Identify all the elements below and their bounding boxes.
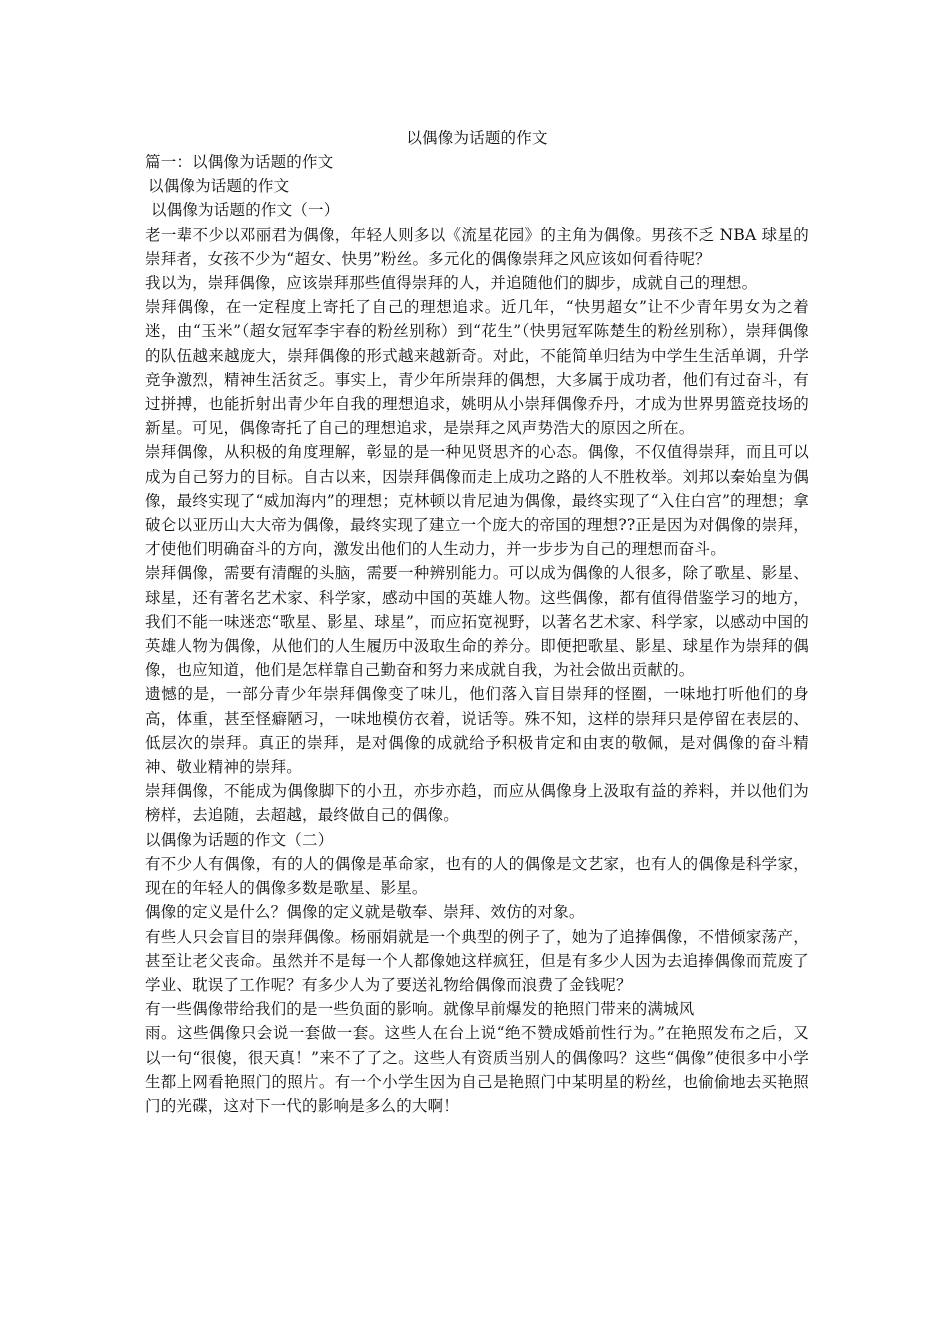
paragraph: 我以为，崇拜偶像，应该崇拜那些值得崇拜的人，并追随他们的脚步，成就自己的理想。 (145, 274, 758, 293)
document-title: 以偶像为话题的作文 (406, 129, 548, 147)
document-body (145, 126, 809, 1118)
subtitle-heading: 以偶像为话题的作文 (148, 177, 290, 196)
paragraph: 有些人只会盲目的崇拜偶像。杨丽娟就是一个典型的例子了，她为了追捧偶像，不惜倾家荡产，甚至让老父丧命。虽然并不是每一个人都像她这样疯狂，但是有多少人因为去追捧偶像而荒废了学业、耽误了工作呢？有多少人为了要送礼物给偶像而浪费了金钱呢？ (145, 927, 809, 994)
paragraph: 偶像的定义是什么？偶像的定义就是敬奉、崇拜、效仿的对象。 (145, 903, 585, 922)
essay-one-heading: 以偶像为话题的作文（一） (151, 201, 340, 220)
paragraph: 有一些偶像带给我们的是一些负面的影响。就像早前爆发的艳照门带来的满城风 (145, 1000, 695, 1019)
paragraph: 崇拜偶像，需要有清醒的头脑，需要一种辨别能力。可以成为偶像的人很多，除了歌星、影星、球星，还有著名艺术家、科学家，感动中国的英雄人物。这些偶像，都有值得借鉴学习的地方，我们不能一味迷恋“歌星、影星、球星”，而应拓宽视野，以著名艺术家、科学家，以感动中国的英雄人物为偶像，从他们的人生履历中汲取生命的养分。即便把歌星、影星、球星作为崇拜的偶像，也应知道，他们是怎样靠自己勤奋和努力来成就自我，为社会做出贡献的。 (145, 564, 809, 680)
paragraph: 雨。这些偶像只会说一套做一套。这些人在台上说“绝不赞成婚前性行为。”在艳照发布之后，又以一句“很傻，很天真！”来不了了之。这些人有资质当别人的偶像吗？这些“偶像”使很多中小学生都上网看艳照门的照片。有一个小学生因为自己是艳照门中某明星的粉丝，也偷偷地去买艳照门的光碟，这对下一代的影响是多么的大啊！ (145, 1024, 809, 1115)
essay-two-heading: 以偶像为话题的作文（二） (145, 830, 334, 849)
paragraph: 遗憾的是，一部分青少年崇拜偶像变了味儿，他们落入盲目崇拜的怪圈，一味地打听他们的身高，体重，甚至怪癖陋习，一味地模仿衣着，说话等。殊不知，这样的崇拜只是停留在表层的、低层次的崇拜。真正的崇拜，是对偶像的成就给予积极肯定和由衷的敬佩，是对偶像的奋斗精神、敬业精神的崇拜。 (145, 685, 809, 777)
paragraph: 崇拜偶像，不能成为偶像脚下的小丑，亦步亦趋，而应从偶像身上汲取有益的养料，并以他们为榜样，去追随，去超越，最终做自己的偶像。 (145, 782, 809, 825)
paragraph: 崇拜偶像，从积极的角度理解，彰显的是一种见贤思齐的心态。偶像，不仅值得崇拜，而且可以成为自己努力的目标。自古以来，因崇拜偶像而走上成功之路的人不胜枚举。刘邦以秦始皇为偶像，最终实现了“威加海内”的理想；克林顿以肯尼迪为偶像，最终实现了“入住白宫”的理想；拿破仑以亚历山大大帝为偶像，最终实现了建立一个庞大的帝国的理想??正是因为对偶像的崇拜，才使他们明确奋斗的方向，激发出他们的人生动力，并一步步为自己的理想而奋斗。 (145, 443, 809, 559)
paragraph: 老一辈不少以邓丽君为偶像，年轻人则多以《流星花园》的主角为偶像。男孩不乏 NBA 球星的崇拜者，女孩不少为“超女、快男”粉丝。多元化的偶像崇拜之风应该如何看待呢？ (145, 225, 809, 268)
paragraph: 有不少人有偶像，有的人的偶像是革命家，也有的人的偶像是文艺家，也有人的偶像是科学家，现在的年轻人的偶像多数是歌星、影星。 (145, 854, 809, 898)
paragraph: 崇拜偶像，在一定程度上寄托了自己的理想追求。近几年，“快男超女”让不少青年男女为之着迷，由“玉米”（超女冠军李宇春的粉丝别称）到“花生”（快男冠军陈楚生的粉丝别称），崇拜偶像的队伍越来越庞大，崇拜偶像的形式越来越新奇。对此，不能简单归结为中学生生活单调，升学竞争激烈，精神生活贫乏。事实上，青少年所崇拜的偶想，大多属于成功者，他们有过奋斗，有过拼搏，也能折射出青少年自我的理想追求，姚明从小崇拜偶像乔丹，才成为世界男篮竞技场的新星。可见，偶像寄托了自己的理想追求，是崇拜之风声势浩大的原因之所在。 (145, 298, 809, 438)
part-one-heading: 篇一：以偶像为话题的作文 (145, 153, 334, 171)
